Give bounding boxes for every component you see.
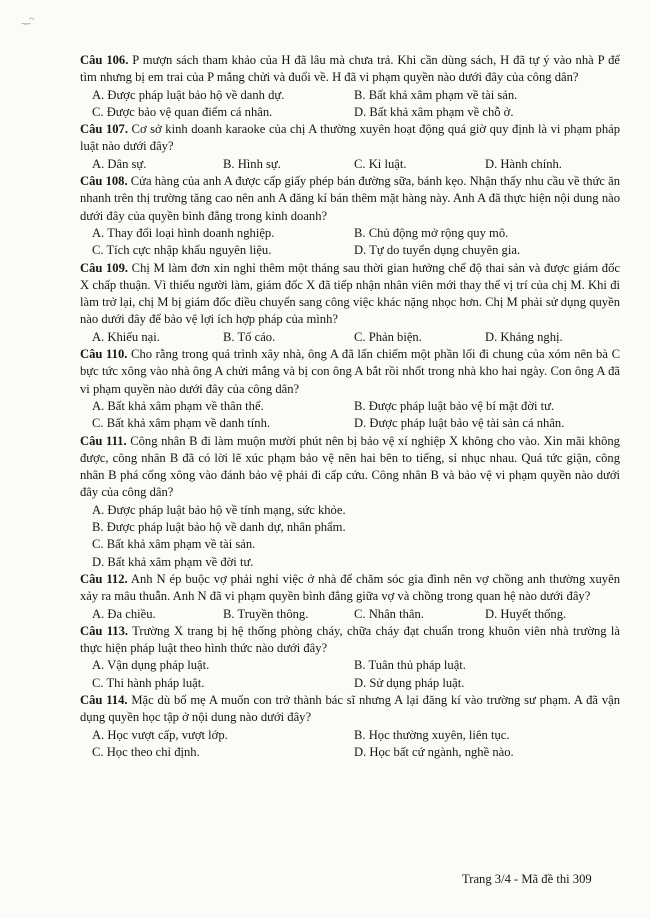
answer-option: C. Phản biện.	[354, 329, 422, 344]
question-block	[80, 346, 620, 432]
question-text: Cơ sở kinh doanh karaoke của chị A thường xuyên hoạt động quá giờ quy định là vi phạm pháp luật nào dưới đây?	[80, 122, 620, 154]
question-block	[80, 260, 620, 346]
answer-option: B. Tố cáo.	[223, 329, 276, 344]
answer-option: B. Học thường xuyên, liên tục.	[354, 727, 510, 742]
question-stem	[80, 571, 620, 606]
answer-option: D. Tự do tuyển dụng chuyên gia.	[354, 243, 521, 258]
answer-options	[80, 502, 620, 571]
answer-option: A. Thay đổi loại hình doanh nghiệp.	[92, 225, 275, 240]
question-block	[80, 571, 620, 623]
question-text: Công nhân B đi làm muộn mười phút nên bị bảo vệ xí nghiệp X không cho vào. Xin mãi không được, công nhân B đã có lời lẽ xúc phạm bảo vệ nên hai bên to tiếng, sỉ nhục nhau. Quá tức giận, công nhân B phá cổng xông vào đánh bảo vệ phải đi cấp cứu. Công nhân B và bảo vệ vi phạm quyền nào dưới đây của công dân?	[80, 433, 620, 500]
question-block	[80, 121, 620, 173]
answer-option: D. Bất khả xâm phạm về đời tư.	[92, 554, 254, 569]
answer-option: C. Kỉ luật.	[354, 156, 407, 171]
corner-mark: ‿~	[22, 14, 34, 25]
answer-option: C. Được bảo vệ quan điểm cá nhân.	[92, 104, 273, 119]
answer-options	[80, 156, 620, 173]
question-number: Câu 111.	[80, 433, 127, 448]
answer-option: D. Huyết thống.	[485, 606, 567, 621]
answer-option: C. Bất khả xâm phạm về tài sản.	[92, 537, 256, 552]
answer-option: B. Được pháp luật bảo vệ bí mật đời tư.	[354, 398, 555, 413]
question-number: Câu 107.	[80, 122, 128, 137]
question-stem	[80, 173, 620, 225]
question-stem	[80, 260, 620, 329]
answer-options	[80, 727, 620, 762]
question-text: Cửa hàng của anh A được cấp giấy phép bán đường sữa, bánh kẹo. Nhận thấy nhu cầu về thức ăn nhanh trên thị trường tăng cao nên anh A đăng kí bán thêm mặt hàng này. Anh A đã thực hiện nội dung nào dưới đây của quyền bình đẳng trong kinh doanh?	[80, 174, 620, 223]
answer-option: D. Được pháp luật bảo vệ tài sản cá nhân.	[354, 416, 565, 431]
answer-option: A. Học vượt cấp, vượt lớp.	[92, 727, 228, 742]
answer-option: D. Bất khả xâm phạm về chỗ ở.	[354, 104, 514, 119]
answer-options	[80, 87, 620, 122]
question-stem	[80, 346, 620, 398]
answer-option: A. Được pháp luật bảo hộ về tính mạng, sức khỏe.	[92, 502, 346, 517]
question-stem	[80, 121, 620, 156]
question-stem	[80, 623, 620, 658]
question-block	[80, 173, 620, 259]
answer-options	[80, 225, 620, 260]
question-stem	[80, 692, 620, 727]
answer-option: C. Tích cực nhập khẩu nguyên liệu.	[92, 243, 272, 258]
page-footer: Trang 3/4 - Mã đề thi 309	[462, 872, 592, 886]
question-number: Câu 112.	[80, 571, 128, 586]
question-number: Câu 110.	[80, 347, 128, 362]
answer-option: C. Học theo chỉ định.	[92, 744, 200, 759]
answer-options	[80, 657, 620, 692]
question-stem	[80, 52, 620, 87]
question-number: Câu 108.	[80, 174, 128, 189]
answer-option: D. Sử dụng pháp luật.	[354, 675, 465, 690]
answer-option: C. Bất khả xâm phạm về danh tính.	[92, 416, 271, 431]
question-number: Câu 114.	[80, 692, 128, 707]
answer-option: C. Thi hành pháp luật.	[92, 675, 205, 690]
answer-options	[80, 398, 620, 433]
question-text: Cho rằng trong quá trình xây nhà, ông A đã lấn chiếm một phần lối đi chung của xóm nên bà C bực tức xông vào nhà ông A chửi mắng và bị con ông A bắt rồi nhốt trong nhà kho hai ngày. Con ông A đã vi phạm quyền nào dưới đây của công dân?	[80, 347, 620, 396]
answer-option: A. Được pháp luật bảo hộ về danh dự.	[92, 87, 285, 102]
answer-options	[80, 606, 620, 623]
answer-option: D. Kháng nghị.	[485, 329, 563, 344]
answer-option: A. Dân sự.	[92, 156, 147, 171]
question-number: Câu 113.	[80, 623, 129, 638]
question-text: Trường X trang bị hệ thống phòng cháy, chữa cháy đạt chuẩn trong khuôn viên nhà trường là thực hiện pháp luật theo hình thức nào dưới đây?	[80, 623, 620, 656]
question-text: Anh N ép buộc vợ phải nghỉ việc ở nhà để chăm sóc gia đình nên vợ chồng anh thường xuyên xảy ra mâu thuẫn. Anh N đã vi phạm quyền bình đẳng giữa vợ và chồng trong quan hệ nào dưới đây?	[80, 571, 620, 604]
answer-option: B. Bất khả xâm phạm về tài sản.	[354, 87, 518, 102]
question-block	[80, 433, 620, 571]
answer-option: A. Bất khả xâm phạm về thân thể.	[92, 398, 264, 413]
answer-option: D. Học bất cứ ngành, nghề nào.	[354, 744, 514, 759]
answer-option: B. Tuân thủ pháp luật.	[354, 658, 466, 673]
question-text: P mượn sách tham khảo của H đã lâu mà chưa trả. Khi cần dùng sách, H đã tự ý vào nhà P để tìm nhưng bị em trai của P mắng chửi và đuổi về. H đã vi phạm quyền nào dưới đây của công dân?	[80, 53, 620, 85]
answer-option: B. Hình sự.	[223, 156, 281, 171]
answer-option: B. Truyền thông.	[223, 606, 309, 621]
answer-option: B. Chủ động mở rộng quy mô.	[354, 225, 509, 240]
answer-option: A. Đa chiều.	[92, 606, 156, 621]
question-stem	[80, 433, 620, 502]
answer-option: A. Khiếu nại.	[92, 329, 160, 344]
answer-option: A. Vận dụng pháp luật.	[92, 658, 210, 673]
answer-option: B. Được pháp luật bảo hộ về danh dự, nhân phẩm.	[92, 520, 346, 535]
answer-options	[80, 329, 620, 346]
question-number: Câu 109.	[80, 260, 129, 275]
answer-option: D. Hành chính.	[485, 156, 562, 171]
question-block	[80, 623, 620, 692]
answer-option: C. Nhân thân.	[354, 606, 424, 621]
question-block	[80, 692, 620, 761]
question-block	[80, 52, 620, 121]
question-list	[80, 52, 620, 761]
question-text: Chị M làm đơn xin nghỉ thêm một tháng sau thời gian hưởng chế độ thai sản và được giám đốc X chấp thuận. Vì thiếu người làm, giám đốc X đã tiếp nhận nhân viên mới thay thế vị trí của chị M. Khi đi làm trở lại, chị M bị giám đốc điều chuyển sang công việc khác nặng nhọc hơn. Chị M phải sử dụng quyền nào dưới đây để bảo vệ lợi ích hợp pháp của mình?	[80, 260, 620, 327]
question-text: Mặc dù bố mẹ A muốn con trở thành bác sĩ nhưng A lại đăng kí vào trường sư phạm. A đã vận dụng quyền học tập ở nội dung nào dưới đây?	[80, 692, 620, 725]
question-number: Câu 106.	[80, 53, 129, 67]
